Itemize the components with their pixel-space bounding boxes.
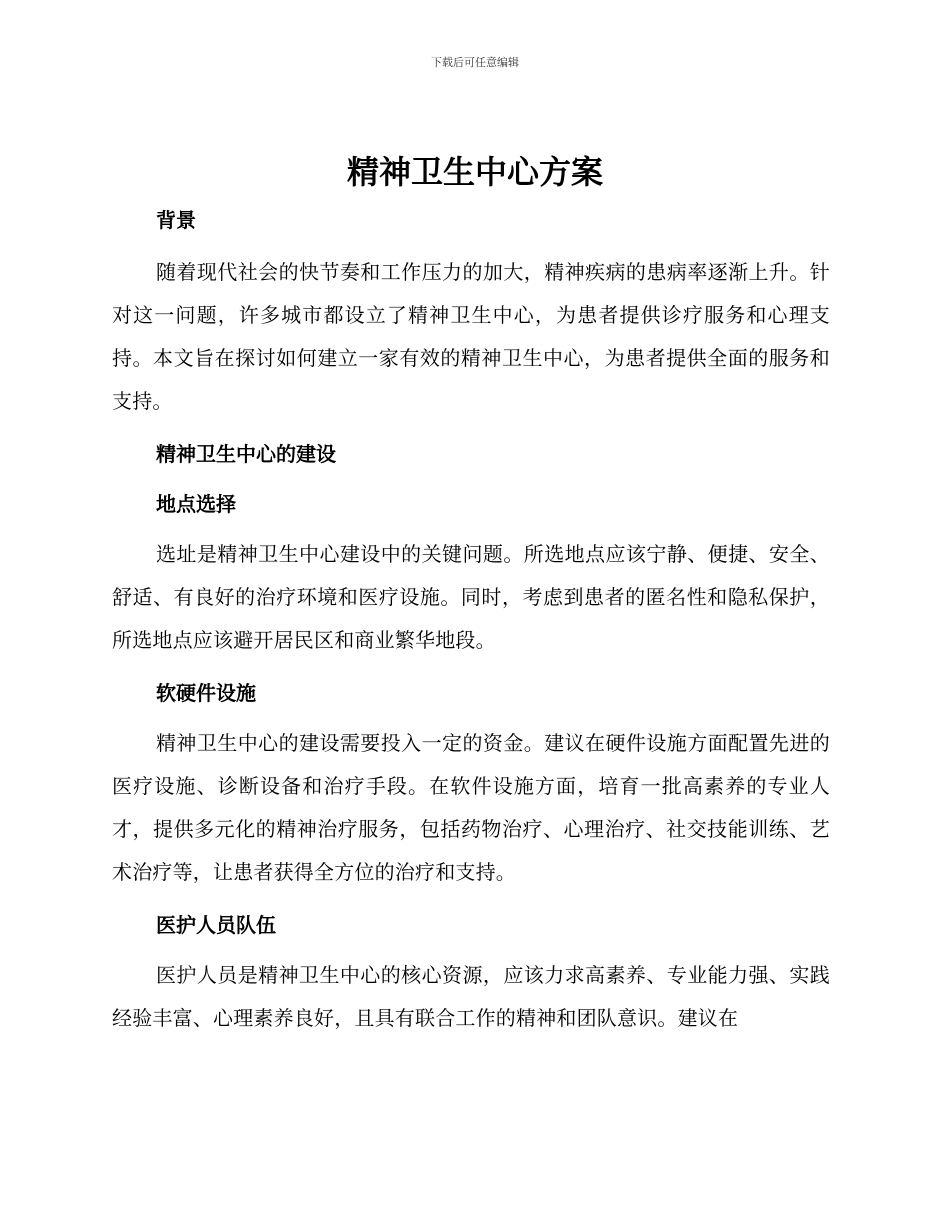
paragraph-site-selection: 选址是精神卫生中心建设中的关键问题。所选地点应该宁静、便捷、安全、舒适、有良好的治疗环境和医疗设施。同时，考虑到患者的匿名性和隐私保护，所选地点应该避开居民区和商业繁华地段。 (112, 542, 830, 652)
section-heading-site-selection: 地点选择 (156, 492, 236, 516)
header-note: 下载后可任意编辑 (431, 56, 519, 69)
section-heading-construction: 精神卫生中心的建设 (156, 442, 336, 466)
section-heading-background: 背景 (156, 208, 196, 232)
section-heading-medical-staff: 医护人员队伍 (156, 913, 276, 937)
document-title: 精神卫生中心方案 (346, 153, 603, 191)
paragraph-facilities: 精神卫生中心的建设需要投入一定的资金。建议在硬件设施方面配置先进的医疗设施、诊断设备和治疗手段。在软件设施方面，培育一批高素养的专业人才，提供多元化的精神治疗服务，包括药物治疗、心理治疗、社交技能训练、艺术治疗等，让患者获得全方位的治疗和支持。 (112, 731, 830, 884)
paragraph-background: 随着现代社会的快节奏和工作压力的加大，精神疾病的患病率逐渐上升。针对这一问题，许多城市都设立了精神卫生中心，为患者提供诊疗服务和心理支持。本文旨在探讨如何建立一家有效的精神卫生中心，为患者提供全面的服务和支持。 (112, 260, 830, 413)
document-body (112, 199, 830, 1040)
paragraph-medical-staff: 医护人员是精神卫生中心的核心资源，应该力求高素养、专业能力强、实践经验丰富、心理素养良好，且具有联合工作的精神和团队意识。建议在 (112, 963, 830, 1030)
section-heading-facilities: 软硬件设施 (156, 681, 256, 705)
